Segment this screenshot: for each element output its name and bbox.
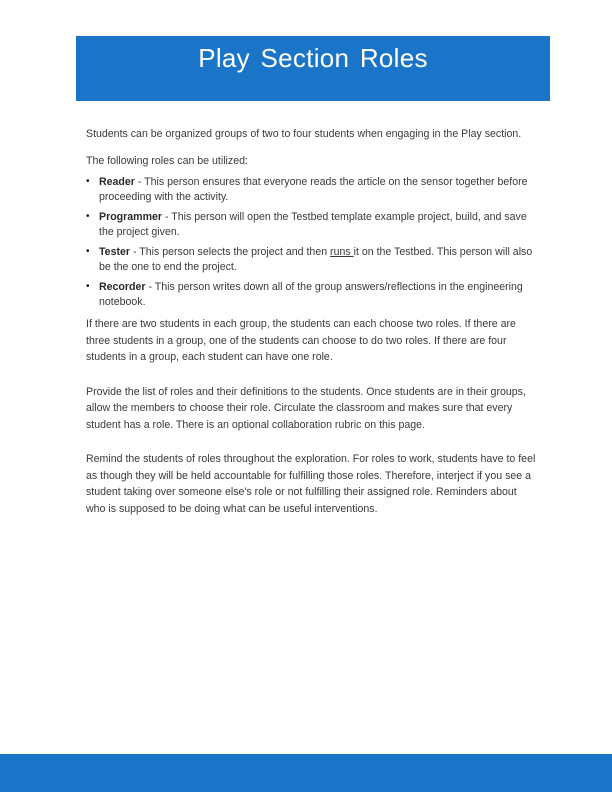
bullet-icon: • bbox=[86, 281, 90, 292]
role-description-end: it on the Testbed. This person will also be the one to end the project. bbox=[99, 246, 533, 273]
bullet-icon: • bbox=[86, 246, 90, 257]
roles-list bbox=[86, 175, 538, 309]
list-item-reader bbox=[86, 175, 538, 204]
role-name: Programmer bbox=[99, 211, 162, 223]
role-description-start: This person selects the project and then bbox=[139, 246, 331, 258]
document-body bbox=[86, 126, 538, 535]
role-separator: - bbox=[162, 211, 172, 223]
intro-paragraph: Students can be organized groups of two to four students when engaging in the Play section. bbox=[86, 128, 522, 140]
roles-lead-text: The following roles can be utilized: bbox=[86, 155, 248, 167]
role-description: This person ensures that everyone reads the article on the sensor together before proceeding with the activity. bbox=[99, 176, 528, 203]
provide-roles-paragraph: Provide the list of roles and their definitions to the students. Once students are in their groups, allow the members to choose their role. Circulate the classroom and makes sure that every student has a role. There is an optional collaboration rubric on this page. bbox=[86, 385, 526, 431]
bullet-icon: • bbox=[86, 176, 90, 187]
remind-roles-paragraph: Remind the students of roles throughout the exploration. For roles to work, students have to feel as though they will be held accountable for fulfilling those roles. Therefore, interject if you see a student taking over someone else's role or not fulfilling their assigned role. Reminders about who is supposed to be doing what can be useful interventions. bbox=[86, 453, 536, 515]
role-description: This person writes down all of the group answers/reflections in the engineering notebook. bbox=[99, 281, 523, 308]
role-description: This person will open the Testbed template example project, build, and save the project given. bbox=[99, 211, 527, 238]
list-item-tester bbox=[86, 245, 538, 274]
bullet-icon: • bbox=[86, 211, 90, 222]
page-header bbox=[76, 36, 550, 101]
page-footer-bar bbox=[0, 754, 612, 792]
list-item-recorder bbox=[86, 280, 538, 309]
list-item-programmer bbox=[86, 210, 538, 239]
underlined-text: runs bbox=[330, 246, 354, 258]
group-size-paragraph: If there are two students in each group, the students can each choose two roles. If there are three students in a group, one of the students can choose to do two roles. If there are four students in a group, each student can have one role. bbox=[86, 318, 516, 363]
role-separator: - bbox=[134, 176, 145, 188]
role-name: Reader bbox=[99, 176, 135, 188]
role-name: Recorder bbox=[99, 281, 146, 293]
role-name: Tester bbox=[99, 246, 131, 258]
page-title: Play Section Roles bbox=[198, 43, 428, 74]
role-separator: - bbox=[145, 281, 155, 293]
role-separator: - bbox=[130, 246, 140, 258]
